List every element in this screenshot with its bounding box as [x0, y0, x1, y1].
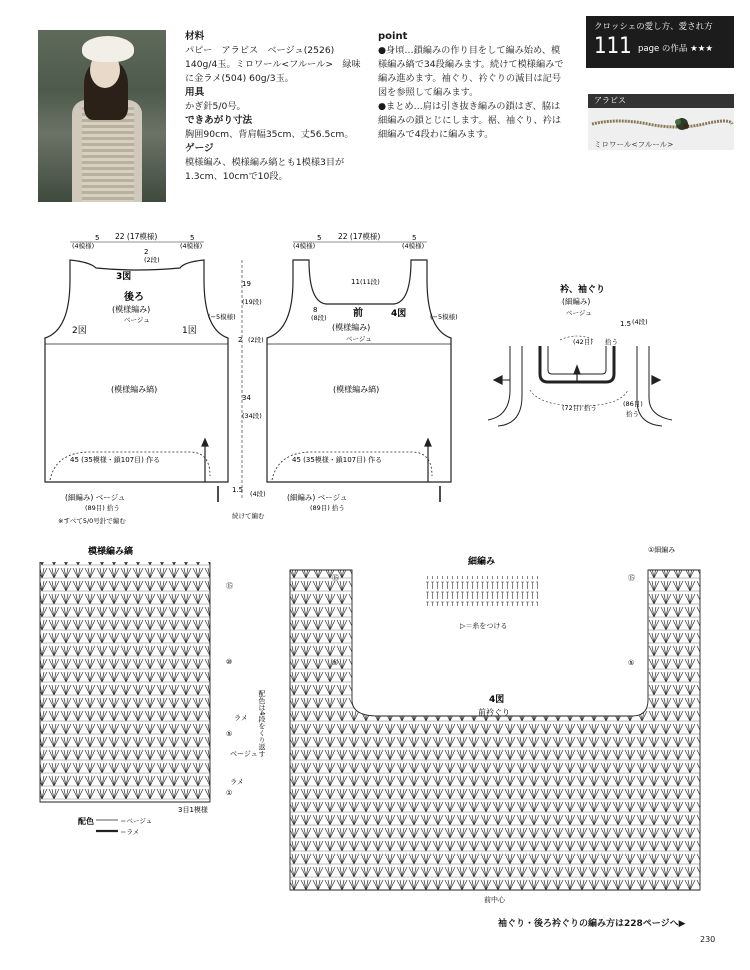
stitch-beige: ベージュ: [230, 750, 258, 758]
front-shoulder-r-sub: (4模様): [402, 242, 425, 250]
back-color: ベージュ: [124, 316, 150, 324]
legend-title: 配色: [78, 817, 94, 826]
series-title: クロッシェの愛し方、愛され方: [594, 22, 713, 32]
point-section: [378, 30, 568, 142]
page-badge: [586, 16, 734, 68]
front-neck-side-sub: (8段): [311, 314, 327, 322]
stitch-chart-grid: [40, 562, 210, 802]
front-chart-fig: 4図: [489, 695, 505, 705]
back-shoulder-l: 5: [95, 234, 100, 242]
vest-garment: [82, 106, 134, 202]
dim-lower-sub: (34段): [242, 412, 262, 420]
front-outline: [267, 260, 451, 482]
stitch-row-5: ⑤: [226, 730, 233, 738]
front-color: ベージュ: [346, 335, 372, 343]
back-shoulder-l-sub: (4模様): [72, 242, 95, 250]
dim-lower: 34: [242, 394, 251, 402]
edging-note: ▷＝糸をつける: [460, 622, 508, 630]
collar-title: 衿、袖ぐり: [560, 285, 606, 295]
size-title: できあがり寸法: [185, 115, 253, 126]
stitch-lame: ラメ: [234, 714, 248, 722]
front-neck-chart: [290, 570, 700, 890]
back-stripe: (模様編み縞): [111, 385, 158, 394]
back-shoulder-r-sub: (4模様): [180, 242, 203, 250]
front-shoulder-r: 5: [412, 234, 417, 242]
front-edge-note: ①細編み: [648, 546, 676, 554]
back-hem-count: (89目) 拾う: [85, 504, 120, 512]
stitch-row-10: ⑩: [226, 658, 233, 666]
back-width-note: 45 (35模様・鎖107目) 作る: [70, 456, 161, 464]
front-fig: 4図: [391, 309, 407, 319]
front-stripe: (模様編み縞): [333, 385, 380, 394]
front-pattern: (模様編み): [332, 323, 371, 332]
stitch-color-note: 配色は4段をくり返す: [258, 690, 266, 758]
back-fig-right: 1図: [182, 326, 197, 336]
page-number: 230: [700, 935, 716, 944]
model-photo: [38, 30, 166, 202]
dim-upper: 19: [242, 280, 251, 288]
front-neck-depth-sub: (11段): [360, 278, 380, 286]
footer-note[interactable]: 袖ぐり・後ろ衿ぐりの編み方は228ページへ▶: [498, 919, 686, 929]
front-top-width: 22 (17模様): [338, 232, 381, 241]
dim-hem: 1.5: [232, 486, 244, 494]
collar-pick2: (72目) 拾う: [562, 404, 597, 412]
collar-depth: 1.5: [620, 320, 632, 328]
point-title: point: [378, 31, 408, 42]
back-shoulder-r: 5: [190, 234, 195, 242]
dim-mid: 2: [238, 336, 243, 344]
dim-continue: 続けて編む: [232, 512, 265, 520]
materials-section: [185, 30, 365, 184]
legend-lame: ＝ラメ: [120, 828, 140, 836]
back-pattern: (模様編み): [112, 305, 151, 314]
front-width-note: 45 (35模様・鎖107目) 作る: [292, 456, 383, 464]
front-hem-count: (89目) 拾う: [310, 504, 345, 512]
front-neck-side: 8: [313, 306, 318, 314]
yarn-name: ミロワール<フルール>: [594, 140, 674, 149]
edging-title: 細編み: [468, 557, 496, 567]
collar-pick1: (42目): [573, 338, 593, 346]
collar-depth-sub: (4段): [632, 318, 648, 326]
dim-mid-sub: (2段): [248, 336, 264, 344]
front-row-15-r: ⑮: [628, 574, 635, 582]
stitch-charts: [0, 540, 750, 910]
collar-pick1-label: 拾う: [605, 338, 618, 346]
size-text: 胸囲90cm、背肩幅35cm、丈56.5cm。: [185, 129, 354, 140]
needle-note: ※すべて5/0号針で編む: [58, 517, 126, 525]
tools-text: かぎ針5/0号。: [185, 101, 246, 112]
back-fig-top: 3図: [116, 272, 132, 282]
gauge-text: 模様編み、模様編み縞とも1模様3目が1.3cm、10cmで10段。: [185, 157, 345, 182]
front-armhole-sub: (−5模様): [430, 313, 458, 321]
point-para-2: ●まとめ…肩は引き抜き編みの鎖はぎ、脇は細編みの鎖とじにします。裾、袖ぐり、衿は細編みで4段わに編みます。: [378, 101, 562, 140]
stitch-row-1: ①: [226, 789, 233, 797]
back-neck-depth-sub: (2段): [144, 256, 160, 264]
dim-upper-sub: (19段): [242, 298, 262, 306]
back-top-width: 22 (17模様): [115, 232, 158, 241]
front-row-5-r: ⑤: [628, 659, 635, 667]
front-hem: (細編み) ベージュ: [287, 493, 348, 502]
yarn-label: アラビス: [588, 94, 734, 108]
collar-pick3: (86目): [623, 400, 643, 408]
back-title: 後ろ: [124, 292, 144, 303]
collar-outline: [488, 346, 672, 426]
legend-beige: ＝ベージュ: [120, 817, 153, 825]
beret-hat: [82, 36, 134, 62]
collar-color: ベージュ: [566, 309, 592, 317]
back-neck-depth: 2: [144, 248, 149, 256]
back-fig-left: 2図: [72, 326, 87, 336]
schematic-diagram: [0, 220, 750, 530]
front-chart-title: 前衿ぐり: [478, 708, 510, 717]
front-shoulder-l-sub: (4模様): [293, 242, 316, 250]
materials-title: 材料: [185, 31, 205, 42]
front-shoulder-l: 5: [317, 234, 322, 242]
page-ref-number: 111: [594, 34, 632, 59]
collar-subtitle: (細編み): [562, 297, 591, 306]
stitch-chart-title: 模様編み縞: [88, 547, 134, 557]
front-row-15: ⑮: [332, 574, 339, 582]
front-neck-depth: 11: [351, 278, 360, 286]
back-armhole-sub: (−5模様): [208, 313, 236, 321]
tools-title: 用具: [185, 87, 205, 98]
back-hem: (細編み) ベージュ: [65, 493, 126, 502]
collar-pick3-label: 拾う: [626, 410, 639, 418]
dim-hem-sub: (4段): [250, 490, 266, 498]
front-center: 前中心: [484, 896, 505, 904]
point-para-1: ●身頃…鎖編みの作り目をして編み始め、模様編み縞で34段編みます。続けて模様編みで編み進めます。袖ぐり、衿ぐりの減目は記号図を参照して編みます。: [378, 45, 564, 98]
stitch-lame-2: ラメ: [230, 778, 244, 786]
front-title: 前: [353, 308, 363, 319]
front-row-5: ⑤: [332, 659, 339, 667]
gauge-title: ゲージ: [185, 143, 214, 154]
stitch-repeat: 3目1模様: [178, 806, 208, 814]
page-ref-suffix: page の作品 ★★★: [638, 44, 713, 54]
stitch-row-15: ⑮: [226, 582, 233, 590]
materials-text: パピー アラビス ベージュ(2526) 140g/4玉。ミロワール<フルール> 緑味に金ラメ(504) 60g/3玉。: [185, 45, 361, 84]
edging-grid: [424, 576, 538, 606]
